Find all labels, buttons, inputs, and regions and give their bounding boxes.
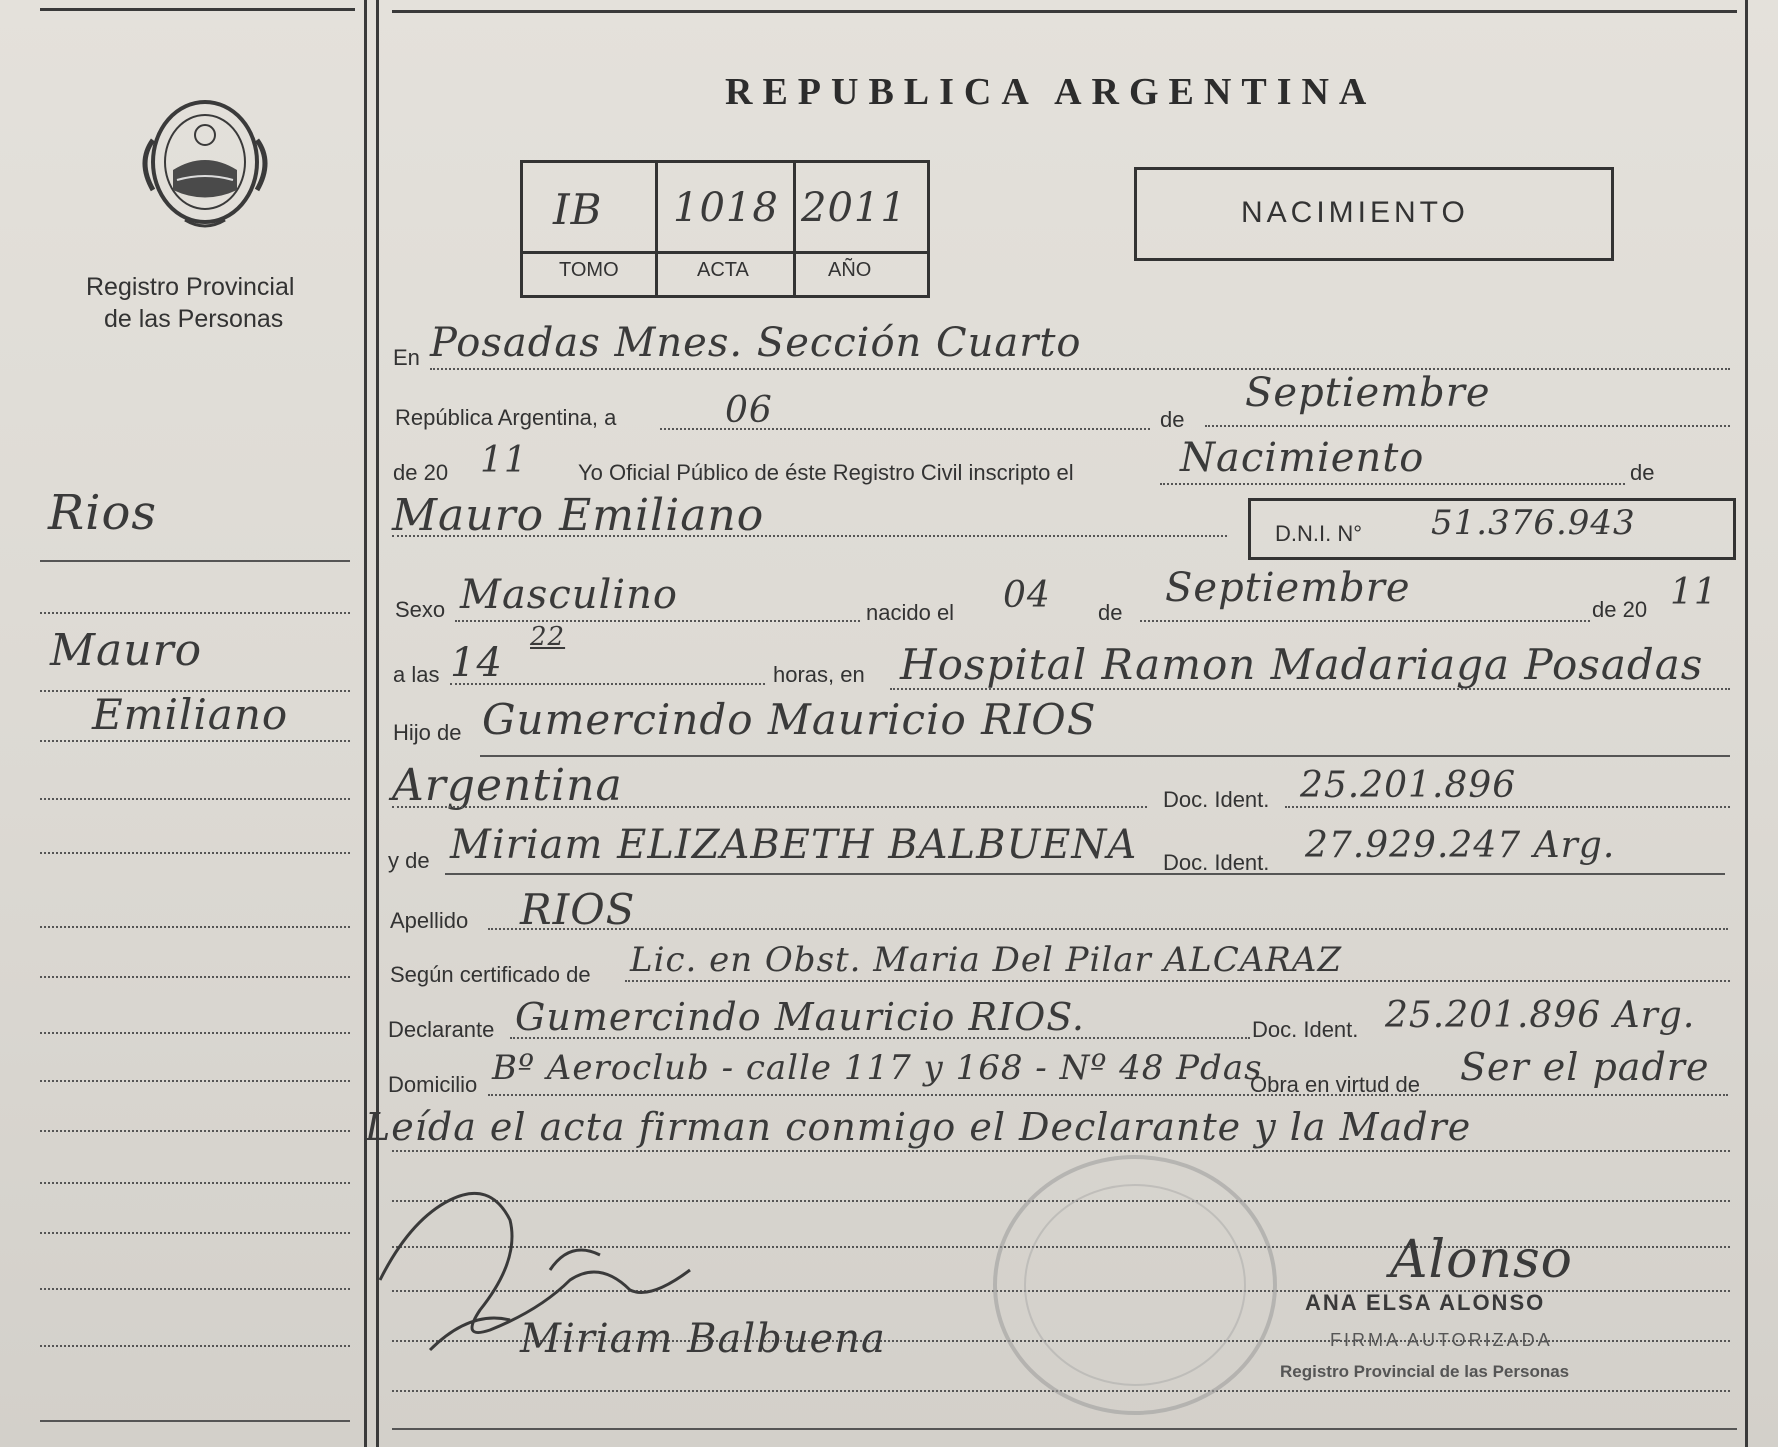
margin-line-3: [40, 690, 350, 692]
bottom-rule: [392, 1428, 1737, 1430]
year-suffix: 11: [480, 440, 528, 481]
line-month: [1205, 425, 1730, 427]
year-prefix: de 20: [393, 460, 449, 485]
line-hour: [450, 683, 765, 685]
mother-signature: Miriam Balbuena: [520, 1316, 886, 1362]
margin-given-name-2: Emiliano: [92, 690, 289, 739]
line-birth-month: [1140, 620, 1590, 622]
margin-border-left: [364, 0, 367, 1447]
domicilio-value: Bº Aeroclub - calle 117 y 168 - Nº 48 Pdas: [492, 1048, 1263, 1088]
official-signature: Alonso: [1390, 1230, 1573, 1290]
tomo-label: TOMO: [559, 259, 619, 281]
birth-month-value: Septiembre: [1165, 565, 1411, 611]
hour-value: 14: [450, 640, 503, 686]
margin-line-13: [40, 1232, 350, 1234]
birth-de-label: de: [1098, 600, 1123, 625]
closing-text: Leída el acta firman conmigo el Declarante y la Madre: [365, 1105, 1472, 1149]
margin-given-name-1: Mauro: [50, 625, 203, 676]
month-value: Septiembre: [1245, 370, 1491, 416]
horas-label: horas, en: [773, 662, 865, 687]
official-stamp-role: FIRMA AUTORIZADA: [1330, 1330, 1553, 1350]
line-father: [480, 755, 1730, 757]
mother-doc-value: 27.929.247 Arg.: [1305, 825, 1616, 866]
anio-value: 2011: [801, 185, 907, 231]
acta-value: 1018: [673, 185, 779, 231]
declarante-value: Gumercindo Mauricio RIOS.: [515, 995, 1085, 1039]
registry-name-line1: Registro Provincial: [86, 273, 295, 301]
line-sexo: [455, 620, 860, 622]
inscripto-value: Nacimiento: [1180, 435, 1425, 481]
line-mother: [445, 873, 1725, 875]
birth-place-value: Hospital Ramon Madariaga Posadas: [900, 640, 1704, 689]
line-father-doc: [1285, 806, 1730, 808]
day-value: 06: [725, 390, 773, 431]
margin-line-8: [40, 976, 350, 978]
margin-line-16: [40, 1420, 350, 1422]
father-doc-label: Doc. Ident.: [1163, 787, 1270, 812]
oficial-label: Yo Oficial Público de éste Registro Civil inscripto el: [578, 460, 1074, 485]
declarante-label: Declarante: [388, 1017, 495, 1042]
line-child-name: [392, 535, 1227, 537]
margin-line-7: [40, 926, 350, 928]
margin-line-6: [40, 852, 350, 854]
nacido-label: nacido el: [866, 600, 955, 625]
acta-label: ACTA: [697, 259, 749, 281]
official-stamp-org: Registro Provincial de las Personas: [1280, 1362, 1570, 1381]
birth-year-suffix: 11: [1670, 572, 1718, 613]
a-las-label: a las: [393, 662, 440, 687]
record-id-table: [520, 160, 930, 298]
margin-line-15: [40, 1345, 350, 1347]
line-birth-place: [890, 688, 1730, 690]
en-label: En: [393, 345, 420, 370]
registry-name-line2: de las Personas: [104, 305, 284, 333]
line-domicilio: [488, 1094, 1728, 1096]
line-apellido: [488, 928, 1728, 930]
margin-line-4: [40, 740, 350, 742]
line-day: [660, 428, 1150, 430]
mother-doc-label: Doc. Ident.: [1163, 850, 1270, 875]
line-inscripto: [1160, 483, 1625, 485]
sexo-label: Sexo: [395, 597, 446, 622]
sexo-value: Masculino: [460, 572, 678, 618]
republica-label: República Argentina, a: [395, 405, 617, 430]
anio-label: AÑO: [828, 259, 872, 281]
page-border-right: [1745, 0, 1748, 1447]
de-label: de: [1160, 407, 1185, 432]
minutes-value: 22: [530, 622, 566, 652]
father-doc-value: 25.201.896: [1300, 765, 1517, 806]
line-certificado: [625, 980, 1730, 982]
margin-surname: Rios: [48, 485, 158, 541]
line-declarante: [510, 1037, 1250, 1039]
y-de-label: y de: [388, 848, 430, 873]
top-rule-right: [392, 10, 1737, 13]
dni-value: 51.376.943: [1431, 503, 1636, 543]
margin-line-9: [40, 1032, 350, 1034]
margin-line-2: [40, 612, 350, 614]
margin-line-12: [40, 1182, 350, 1184]
declarante-doc-label: Doc. Ident.: [1252, 1017, 1359, 1042]
father-nationality-value: Argentina: [392, 760, 623, 811]
margin-line-14: [40, 1288, 350, 1290]
birth-day-value: 04: [1003, 575, 1051, 616]
top-rule-left: [40, 8, 355, 11]
obra-value: Ser el padre: [1460, 1045, 1710, 1089]
line-en: [430, 368, 1730, 370]
margin-line-1: [40, 560, 350, 562]
apellido-label: Apellido: [390, 908, 469, 933]
domicilio-label: Domicilio: [388, 1072, 478, 1097]
line-nationality: [392, 806, 1147, 808]
margin-line-11: [40, 1130, 350, 1132]
margin-line-10: [40, 1080, 350, 1082]
declarante-doc-value: 25.201.896 Arg.: [1385, 995, 1696, 1036]
mother-value: Miriam ELIZABETH BALBUENA: [450, 822, 1138, 868]
margin-line-5: [40, 798, 350, 800]
tomo-value: IB: [553, 185, 603, 234]
child-name-value: Mauro Emiliano: [392, 490, 765, 541]
round-stamp-icon: [990, 1150, 1280, 1420]
dni-label: D.N.I. N°: [1275, 521, 1363, 546]
apellido-value: RIOS: [520, 885, 636, 934]
record-type-label: NACIMIENTO: [1241, 196, 1469, 229]
hijo-label: Hijo de: [393, 720, 462, 745]
provincial-seal-icon: [125, 80, 285, 245]
place-value: Posadas Mnes. Sección Cuarto: [430, 320, 1082, 366]
country-title: REPUBLICA ARGENTINA: [725, 71, 1377, 113]
birth-year-prefix: de 20: [1592, 597, 1648, 622]
record-type-box: [1134, 167, 1614, 261]
official-stamp-name: ANA ELSA ALONSO: [1305, 1290, 1546, 1315]
segun-label: Según certificado de: [390, 962, 591, 987]
father-value: Gumercindo Mauricio RIOS: [482, 695, 1097, 744]
certificado-value: Lic. en Obst. Maria Del Pilar ALCARAZ: [630, 940, 1343, 980]
de-label-2: de: [1630, 460, 1655, 485]
dni-box: [1248, 498, 1736, 560]
obra-label: Obra en virtud de: [1250, 1072, 1420, 1097]
